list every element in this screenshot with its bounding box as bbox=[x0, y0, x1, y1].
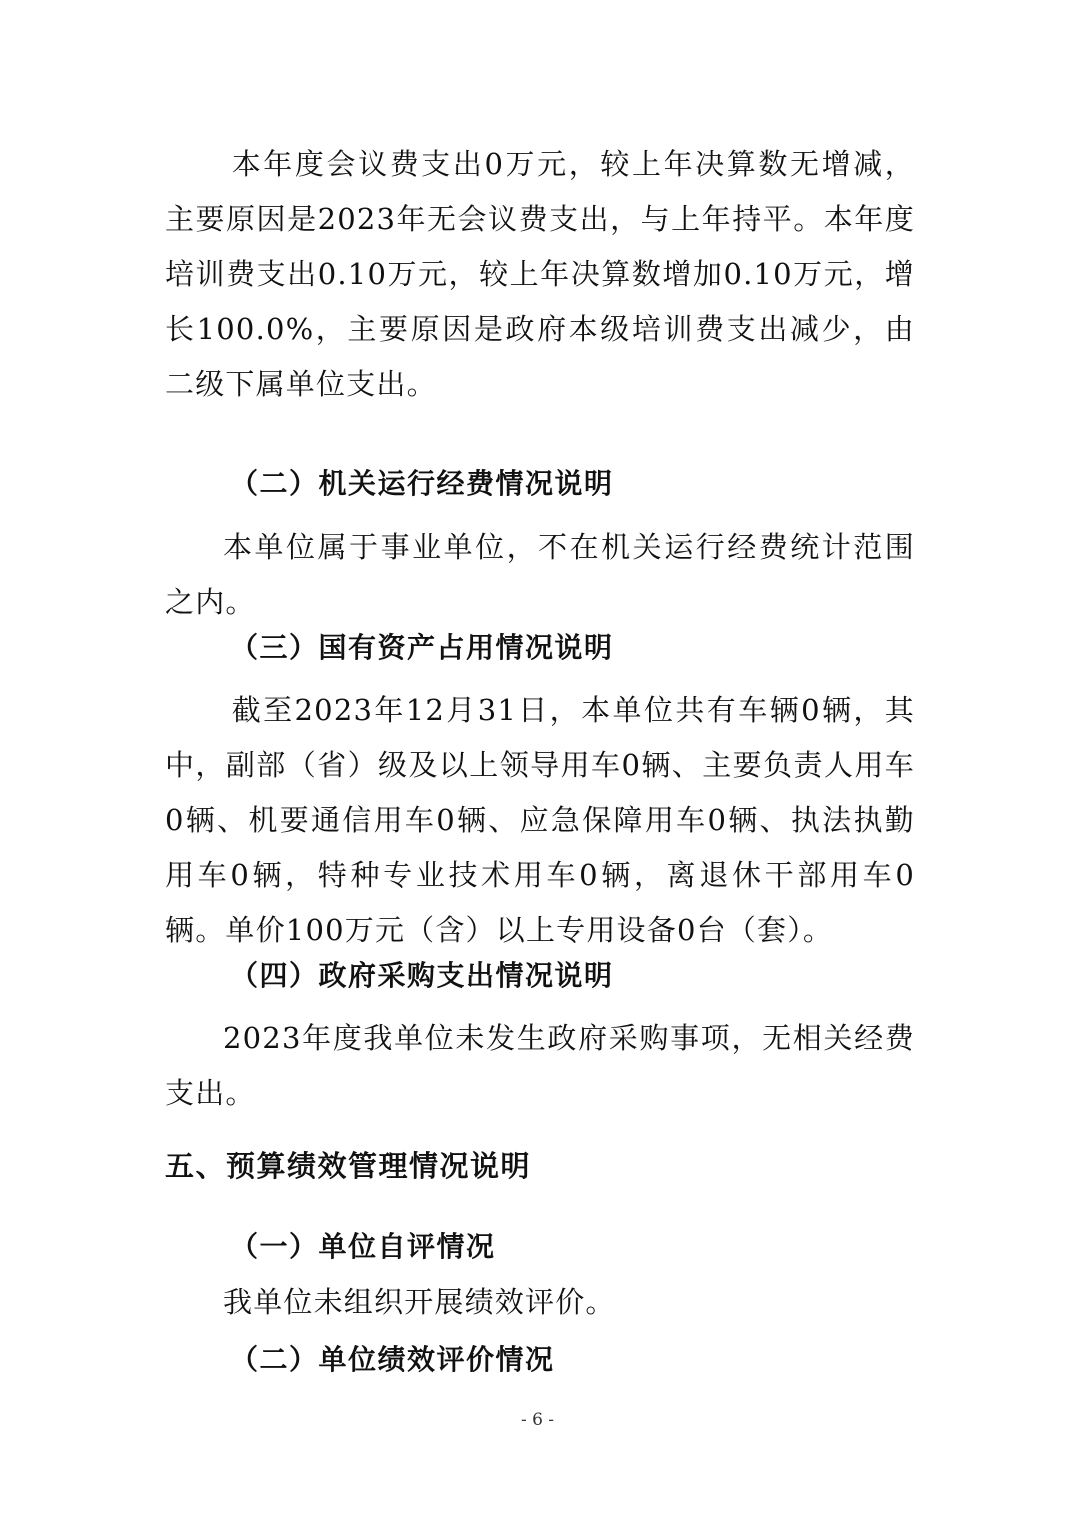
paragraph-government-procurement: 2023年度我单位未发生政府采购事项，无相关经费支出。 bbox=[165, 1021, 915, 1110]
paragraph-state-assets: 截至2023年12月31日，本单位共有车辆0辆，其中，副部（省）级及以上领导用车0辆、主要负责人用车0辆、机要通信用车0辆、应急保障用车0辆、执法执勤用车0辆，特种专业技术用车0辆，离退休干部用车0辆。单价100万元（含）以上专用设备0台（套）。 bbox=[165, 693, 915, 947]
section-heading-performance-management: 五、预算绩效管理情况说明 bbox=[165, 1149, 532, 1183]
heading-self-evaluation: （一）单位自评情况 bbox=[230, 1230, 496, 1263]
heading-unit-performance-evaluation: （二）单位绩效评价情况 bbox=[230, 1343, 555, 1376]
heading-government-procurement: （四）政府采购支出情况说明 bbox=[230, 959, 614, 992]
paragraph-meeting-training-fees: 本年度会议费支出0万元，较上年决算数无增减，主要原因是2023年无会议费支出，与上年持平。本年度培训费支出0.10万元，较上年决算数增加0.10万元，增长100.0%，主要原因是政府本级培训费支出减少，由二级下属单位支出。 bbox=[165, 147, 915, 401]
paragraph-self-evaluation: 我单位未组织开展绩效评价。 bbox=[223, 1285, 616, 1319]
heading-office-operating-costs: （二）机关运行经费情况说明 bbox=[230, 467, 614, 500]
paragraph-office-operating-costs: 本单位属于事业单位，不在机关运行经费统计范围之内。 bbox=[165, 530, 915, 619]
page-number: - 6 - bbox=[520, 1410, 555, 1430]
heading-state-assets: （三）国有资产占用情况说明 bbox=[230, 631, 614, 664]
